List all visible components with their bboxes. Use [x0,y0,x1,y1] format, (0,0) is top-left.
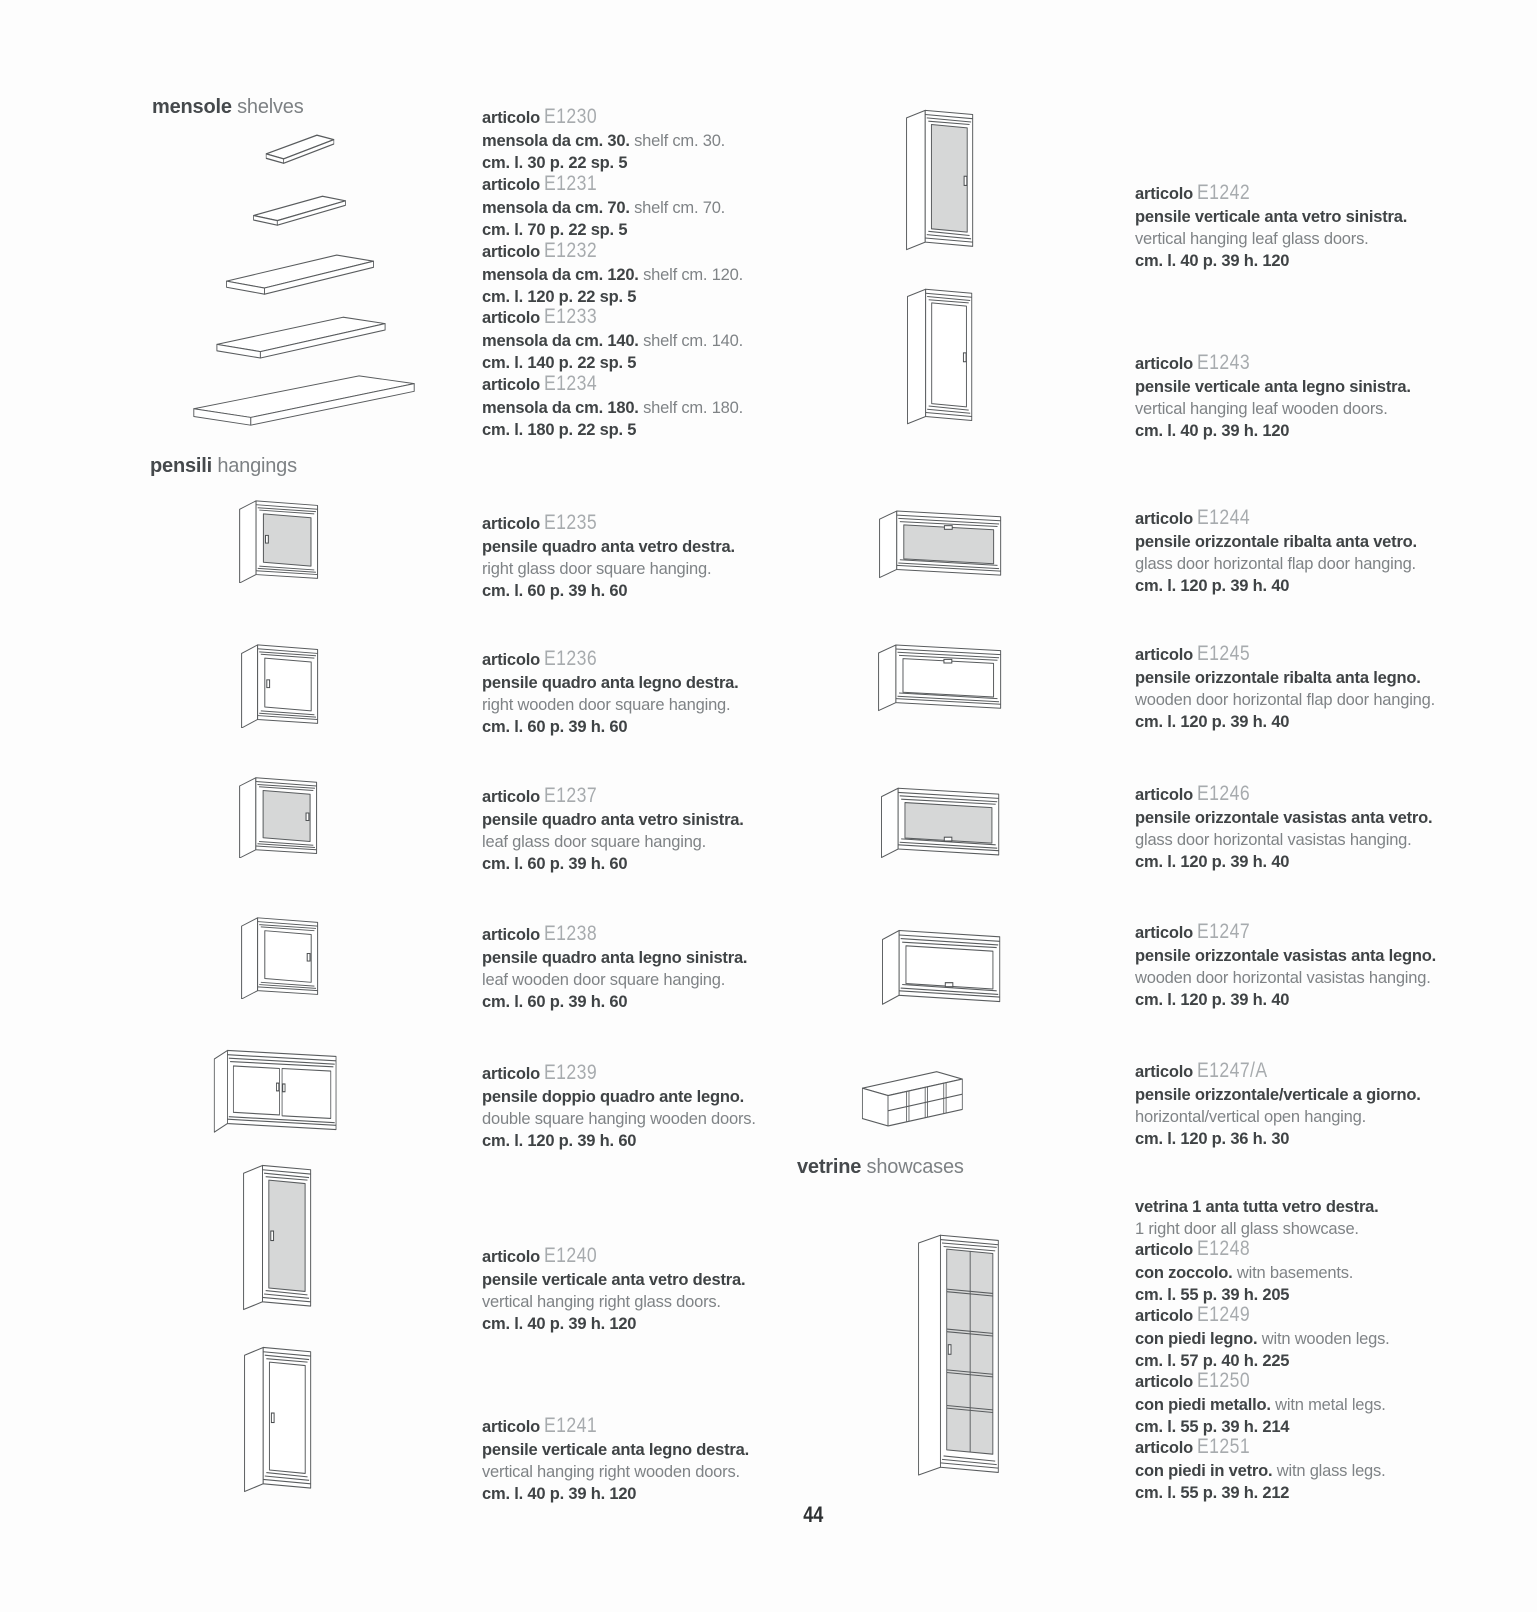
door-handle [306,813,309,821]
article-code: E1230 [544,104,598,128]
article-code: E1239 [544,1060,598,1084]
article-block-e1243 [1135,350,1480,442]
article-code: E1247/A [1197,1058,1268,1082]
door-handle [944,837,952,841]
desc-en: witn basements. [1236,1264,1354,1282]
article-code: E1231 [544,171,598,195]
article-block-e1249 [1135,1302,1480,1372]
cabinet-e1243-drawing [906,286,974,427]
description-line [482,397,827,419]
desc-it: pensile verticale anta vetro destra. [482,1271,746,1289]
desc-en: right glass door square hanging. [482,560,712,578]
articolo-line [482,171,827,197]
article-code: E1232 [544,238,598,262]
dimensions: cm. l. 120 p. 39 h. 60 [482,1132,637,1150]
desc-it: mensola da cm. 140. [482,332,639,350]
articolo-line [482,1413,827,1439]
showcase-intro [1135,1196,1480,1240]
dimensions: cm. l. 40 p. 39 h. 120 [1135,422,1290,440]
section-title-it: vetrine [797,1156,862,1178]
articolo-line [1135,1236,1480,1262]
desc-en: leaf wooden door square hanging. [482,971,726,989]
article-code: E1251 [1197,1434,1251,1458]
description-line [1135,1460,1480,1482]
desc-it: mensola da cm. 120. [482,266,639,284]
articolo-line [1135,919,1480,945]
articolo-label: articolo [482,1065,540,1083]
articolo-label: articolo [1135,355,1193,373]
desc-it: mensola da cm. 70. [482,199,630,217]
desc-en: double square hanging wooden doors. [482,1110,756,1128]
desc-it: pensile verticale anta legno destra. [482,1441,749,1459]
article-code: E1244 [1197,505,1251,529]
article-code: E1237 [544,783,598,807]
dimensions: cm. l. 180 p. 22 sp. 5 [482,421,637,439]
article-code: E1234 [544,371,598,395]
articolo-line [1135,1368,1480,1394]
desc-en: shelf cm. 70. [634,199,726,217]
articolo-line [482,371,827,397]
articolo-label: articolo [1135,1063,1193,1081]
article-block-e1233 [482,304,827,374]
articolo-label: articolo [1135,1439,1193,1457]
articolo-line [482,646,827,672]
articolo-label: articolo [482,651,540,669]
open-unit-e1247a-drawing [857,1068,965,1137]
article-block-e1247a [1135,1058,1480,1150]
dimensions: cm. l. 120 p. 39 h. 40 [1135,991,1290,1009]
cabinet-e1247-drawing [881,926,1002,1007]
page-number: 44 [803,1502,824,1527]
cabinet-e1241-drawing [243,1344,313,1495]
dimensions: cm. l. 60 p. 39 h. 60 [482,582,628,600]
desc-it: mensola da cm. 180. [482,399,639,417]
article-block-e1235 [482,510,827,602]
desc-it: con zoccolo. [1135,1264,1233,1282]
article-block-e1241 [482,1413,827,1505]
dimensions: cm. l. 40 p. 39 h. 120 [482,1315,637,1333]
articolo-label: articolo [482,515,540,533]
desc-it: pensile orizzontale ribalta anta vetro. [1135,533,1417,551]
door-handle [265,535,268,543]
dimensions: cm. l. 55 p. 39 h. 214 [1135,1418,1290,1436]
desc-en: glass door horizontal vasistas hanging. [1135,831,1412,849]
desc-en: vertical hanging right glass doors. [482,1293,721,1311]
door-handle [964,176,967,185]
article-code: E1241 [544,1413,598,1437]
dimensions: cm. l. 120 p. 39 h. 40 [1135,577,1290,595]
articolo-line [1135,641,1480,667]
door-handle [963,353,966,362]
description-line [482,197,827,219]
article-code: E1245 [1197,641,1251,665]
article-block-e1247 [1135,919,1480,1011]
section-title-pensili [150,455,297,478]
cabinet-e1237-drawing [238,774,319,858]
articolo-label: articolo [482,176,540,194]
door-handle [271,1231,274,1240]
desc-en: right wooden door square hanging. [482,696,731,714]
articolo-label: articolo [1135,1307,1193,1325]
desc-en: witn metal legs. [1275,1396,1386,1414]
dimensions: cm. l. 60 p. 39 h. 60 [482,718,628,736]
desc-en: wooden door horizontal vasistas hanging. [1135,969,1431,987]
articolo-label: articolo [1135,1241,1193,1259]
dimensions: cm. l. 120 p. 36 h. 30 [1135,1130,1290,1148]
description-line [482,264,827,286]
cabinet-e1242-drawing [905,107,975,253]
article-code: E1233 [544,304,598,328]
door-handle [944,659,952,663]
articolo-label: articolo [1135,924,1193,942]
cabinet-e1244-drawing [878,507,1003,580]
article-block-e1236 [482,646,827,738]
cabinet-e1235-drawing [238,497,320,583]
description-line [1135,1328,1480,1350]
articolo-label: articolo [482,1418,540,1436]
desc-it: pensile quadro anta vetro sinistra. [482,811,744,829]
desc-it: vetrina 1 anta tutta vetro destra. [1135,1198,1379,1216]
door-handle [307,953,310,961]
articolo-line [482,1060,827,1086]
article-block-e1251 [1135,1434,1480,1504]
article-block-e1250 [1135,1368,1480,1438]
articolo-label: articolo [1135,510,1193,528]
dimensions: cm. l. 70 p. 22 sp. 5 [482,221,628,239]
articolo-label: articolo [482,1248,540,1266]
article-block-e1245 [1135,641,1480,733]
article-code: E1242 [1197,180,1251,204]
desc-it: con piedi in vetro. [1135,1462,1273,1480]
article-code: E1248 [1197,1236,1251,1260]
door-handle [945,983,953,987]
dimensions: cm. l. 120 p. 22 sp. 5 [482,288,637,306]
door-handle [948,1345,951,1355]
desc-it: pensile quadro anta vetro destra. [482,538,735,556]
description-line [1135,1262,1480,1284]
section-title-it: mensole [152,96,232,118]
door-handle [276,1083,278,1091]
desc-it: pensile doppio quadro ante legno. [482,1088,744,1106]
desc-en: vertical hanging leaf wooden doors. [1135,400,1388,418]
showcase-drawing [917,1230,1003,1482]
desc-en: witn wooden legs. [1261,1330,1390,1348]
desc-en: vertical hanging right wooden doors. [482,1463,740,1481]
cabinet-e1236-drawing [240,641,320,728]
dimensions: cm. l. 120 p. 39 h. 40 [1135,853,1290,871]
dimensions: cm. l. 30 p. 22 sp. 5 [482,154,628,172]
shelf-cm30-drawing [265,133,335,166]
desc-en: vertical hanging leaf glass doors. [1135,230,1369,248]
article-block-e1231 [482,171,827,241]
cabinet-e1245-drawing [877,641,1003,713]
articolo-line [1135,1058,1480,1084]
shelf-cm180-drawing [190,372,418,430]
dimensions: cm. l. 55 p. 39 h. 205 [1135,1286,1290,1304]
desc-en: shelf cm. 30. [634,132,726,150]
articolo-line [1135,1302,1480,1328]
desc-it: pensile orizzontale ribalta anta legno. [1135,669,1421,687]
section-title-vetrine [797,1156,964,1179]
article-block-e1238 [482,921,827,1013]
desc-it: pensile quadro anta legno destra. [482,674,739,692]
article-block-e1248 [1135,1236,1480,1306]
door-handle [944,526,952,530]
door-handle [271,1413,274,1422]
articolo-label: articolo [482,309,540,327]
dimensions: cm. l. 55 p. 39 h. 212 [1135,1484,1290,1502]
article-code: E1238 [544,921,598,945]
desc-it: con piedi metallo. [1135,1396,1271,1414]
dimensions: cm. l. 60 p. 39 h. 60 [482,993,628,1011]
articolo-line [1135,350,1480,376]
desc-en: wooden door horizontal flap door hanging. [1135,691,1436,709]
article-code: E1240 [544,1243,598,1267]
articolo-line [482,104,827,130]
desc-en: shelf cm. 180. [643,399,744,417]
article-block-e1239 [482,1060,827,1152]
description-line [482,330,827,352]
section-title-it: pensili [150,455,212,477]
article-block-e1244 [1135,505,1480,597]
article-code: E1249 [1197,1302,1251,1326]
articolo-label: articolo [482,926,540,944]
cabinet-e1246-drawing [880,784,1001,860]
article-code: E1243 [1197,350,1251,374]
article-block-e1240 [482,1243,827,1335]
description-line [1135,1394,1480,1416]
section-title-mensole [152,96,304,119]
desc-it: pensile quadro anta legno sinistra. [482,949,748,967]
article-block-e1242 [1135,180,1480,272]
desc-it: mensola da cm. 30. [482,132,630,150]
section-title-en: showcases [866,1156,964,1178]
articolo-line [482,304,827,330]
articolo-label: articolo [482,788,540,806]
desc-en: shelf cm. 120. [643,266,744,284]
shelf-cm70-drawing [252,194,347,228]
desc-en: shelf cm. 140. [643,332,744,350]
article-block-e1246 [1135,781,1480,873]
articolo-line [482,510,827,536]
cabinet-e1239-drawing [213,1047,338,1133]
section-title-en: shelves [237,96,304,118]
desc-en: leaf glass door square hanging. [482,833,707,851]
article-block-e1234 [482,371,827,441]
desc-it: pensile verticale anta vetro sinistra. [1135,208,1408,226]
articolo-label: articolo [1135,646,1193,664]
dimensions: cm. l. 120 p. 39 h. 40 [1135,713,1290,731]
articolo-label: articolo [482,243,540,261]
shelf-cm120-drawing [224,252,376,298]
desc-en: horizontal/vertical open hanging. [1135,1108,1366,1126]
articolo-label: articolo [1135,185,1193,203]
articolo-line [1135,505,1480,531]
articolo-line [482,783,827,809]
articolo-label: articolo [482,109,540,127]
desc-en: glass door horizontal flap door hanging. [1135,555,1416,573]
articolo-line [482,1243,827,1269]
section-title-en: hangings [217,455,297,477]
articolo-label: articolo [1135,786,1193,804]
articolo-label: articolo [1135,1373,1193,1391]
article-block-e1230 [482,104,827,174]
articolo-line [1135,1434,1480,1460]
desc-it: pensile verticale anta legno sinistra. [1135,378,1411,396]
door-handle [267,680,270,688]
dimensions: cm. l. 140 p. 22 sp. 5 [482,354,637,372]
article-code: E1236 [544,646,598,670]
dimensions: cm. l. 40 p. 39 h. 120 [482,1485,637,1503]
dimensions: cm. l. 57 p. 40 h. 225 [1135,1352,1290,1370]
articolo-line [482,921,827,947]
description-line [482,130,827,152]
articolo-line [482,238,827,264]
articolo-line [1135,781,1480,807]
cabinet-e1238-drawing [240,914,320,999]
desc-en: witn glass legs. [1276,1462,1386,1480]
cabinet-e1240-drawing [242,1162,313,1313]
article-block-e1232 [482,238,827,308]
desc-en: 1 right door all glass showcase. [1135,1220,1359,1238]
door-handle [283,1084,285,1092]
article-block-e1237 [482,783,827,875]
desc-it: con piedi legno. [1135,1330,1258,1348]
dimensions: cm. l. 40 p. 39 h. 120 [1135,252,1290,270]
dimensions: cm. l. 60 p. 39 h. 60 [482,855,628,873]
desc-it: pensile orizzontale/verticale a giorno. [1135,1086,1421,1104]
desc-it: pensile orizzontale vasistas anta vetro. [1135,809,1433,827]
shelf-cm140-drawing [214,314,388,362]
article-code: E1246 [1197,781,1251,805]
articolo-label: articolo [482,376,540,394]
articolo-line [1135,180,1480,206]
article-code: E1235 [544,510,598,534]
desc-it: pensile orizzontale vasistas anta legno. [1135,947,1437,965]
article-code: E1250 [1197,1368,1251,1392]
article-code: E1247 [1197,919,1251,943]
